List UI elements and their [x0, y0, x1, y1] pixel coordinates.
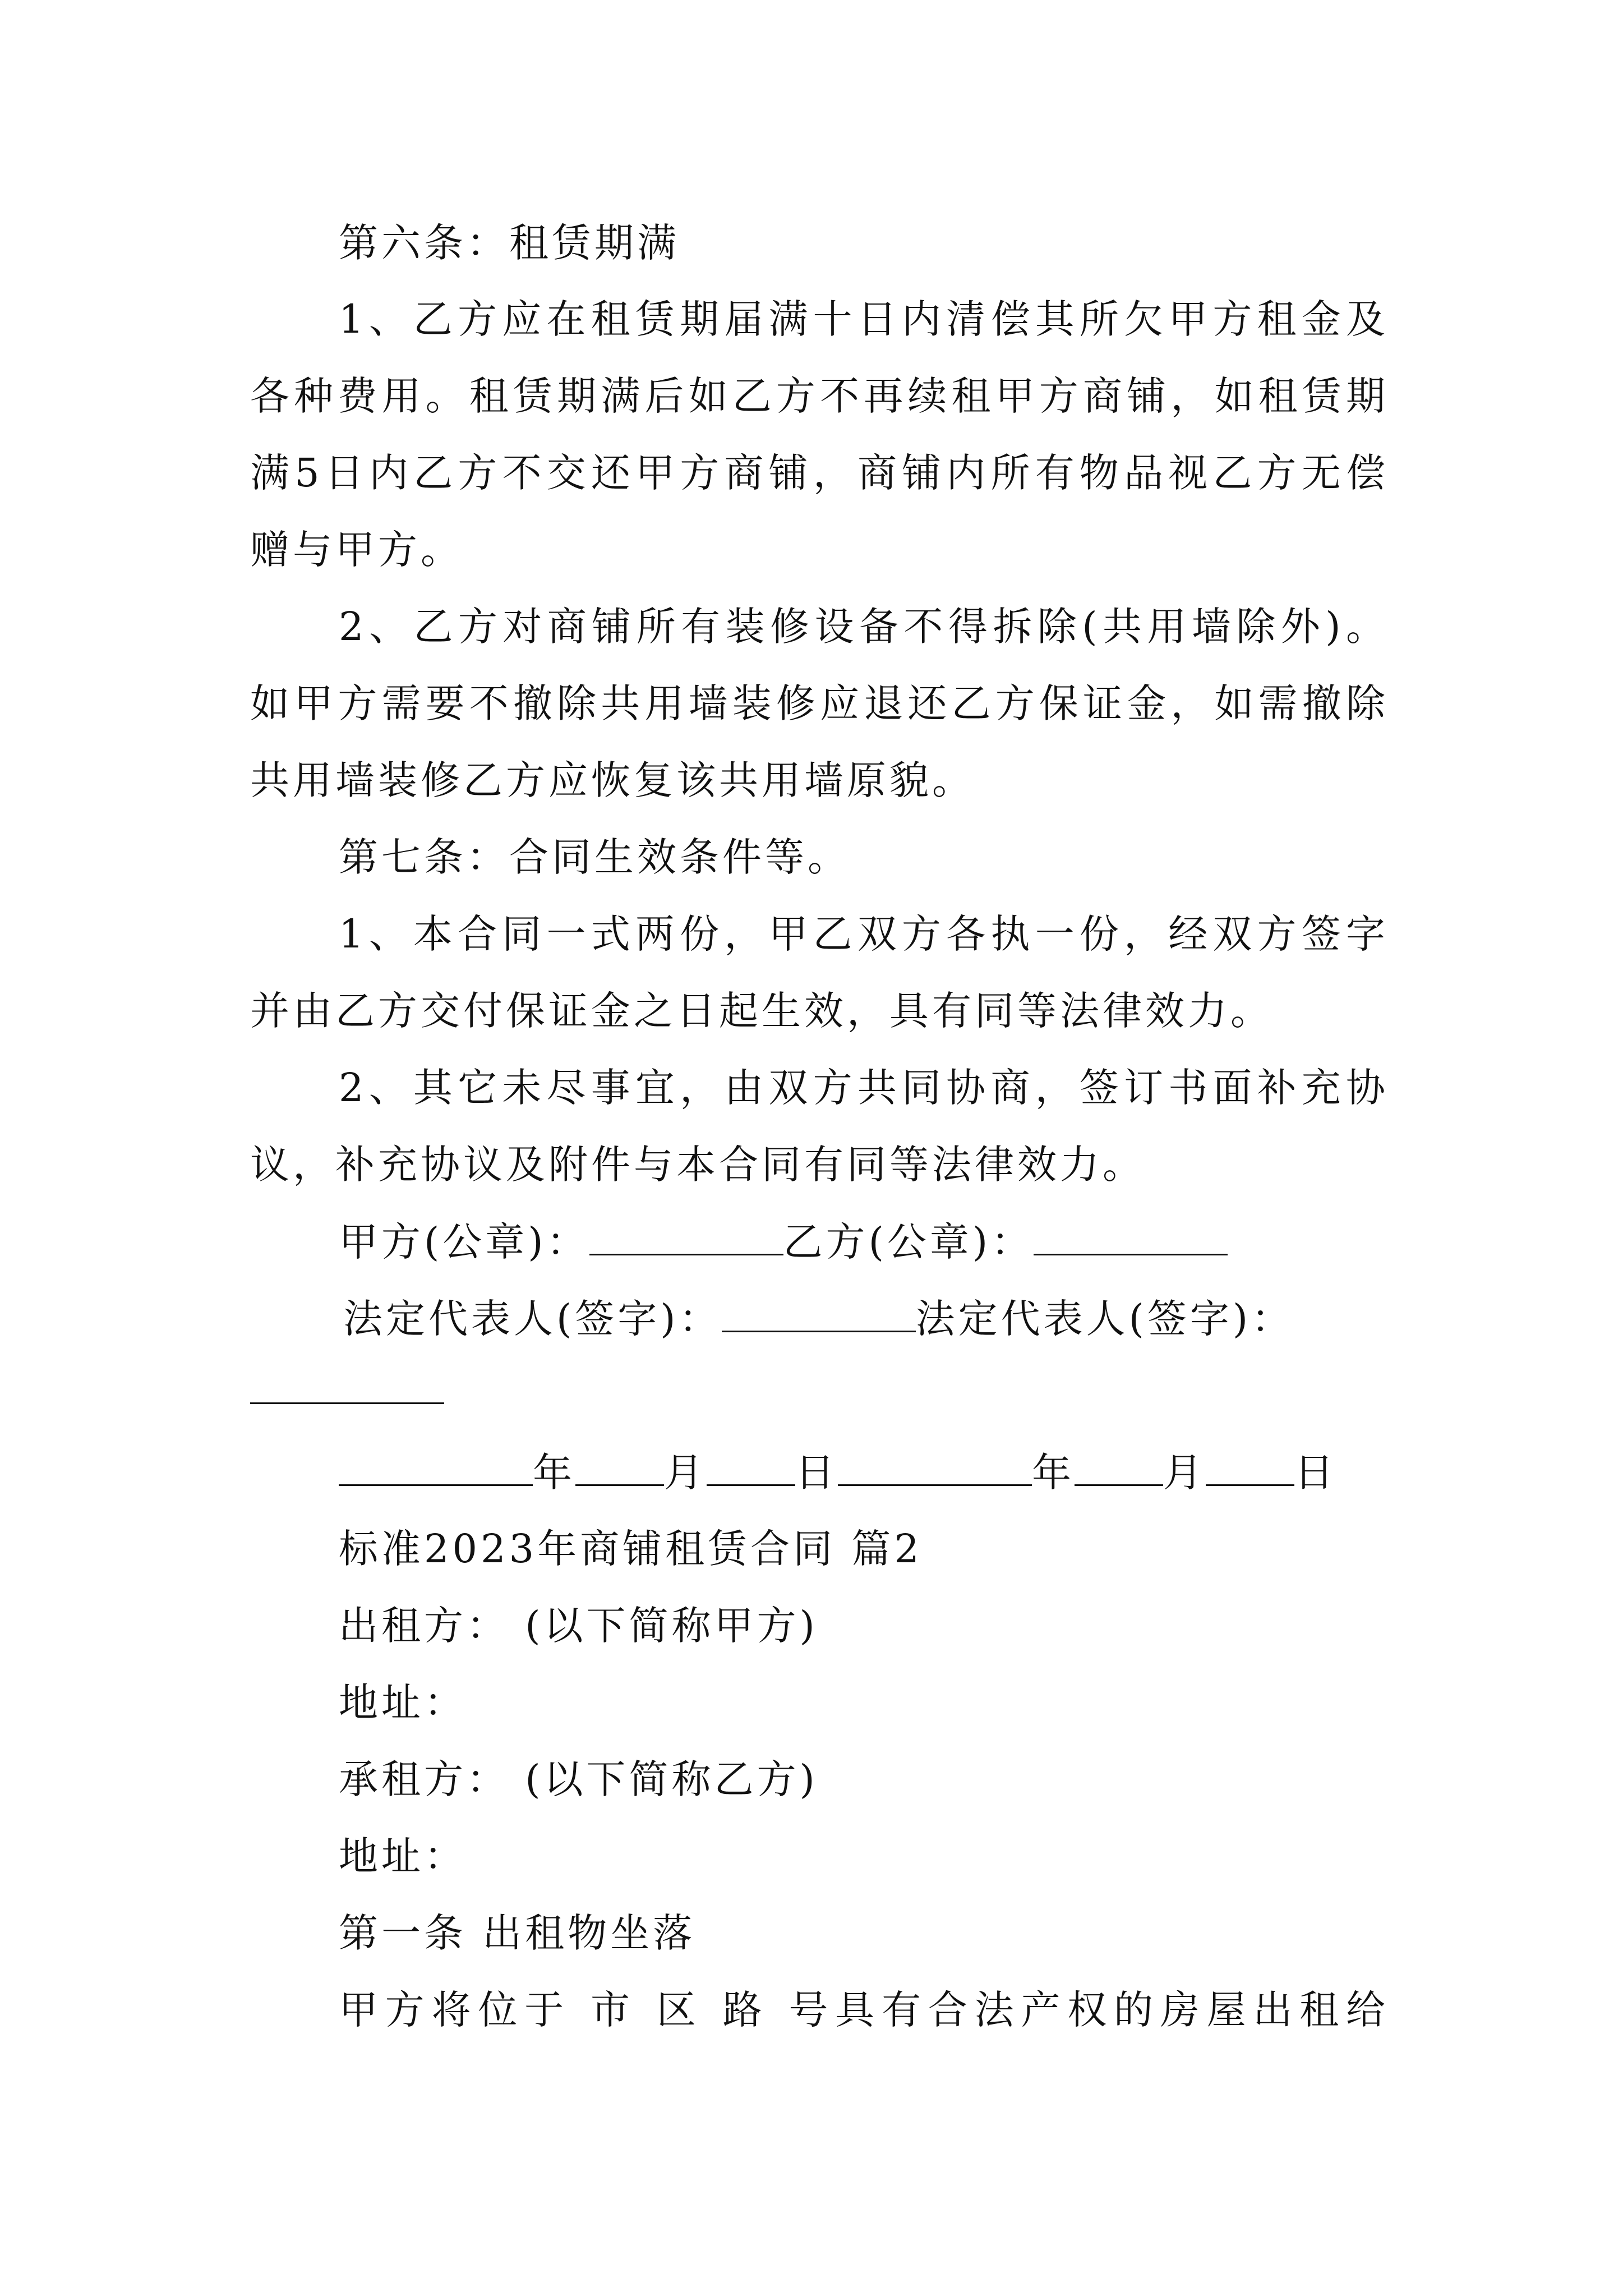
- lessor-address: 地址：: [339, 1680, 467, 1726]
- contract2-title: 标准2023年商铺租赁合同 篇2: [339, 1526, 923, 1572]
- party-b-seal-blank: [1034, 1214, 1228, 1255]
- day-b-blank: [1206, 1445, 1294, 1486]
- month-a-label: 月: [664, 1450, 707, 1496]
- date-line: [339, 1445, 1389, 1499]
- year-a-blank: [339, 1445, 533, 1486]
- lessee-line: 承租方： (以下简称乙方): [339, 1756, 818, 1802]
- article6-p2-line1: 2、乙方对商铺所有装修设备不得拆除(共用墙除外)。: [339, 604, 1389, 650]
- month-b-blank: [1075, 1445, 1163, 1486]
- party-a-seal-blank: [589, 1214, 783, 1255]
- day-a-label: 日: [795, 1450, 838, 1496]
- month-b-label: 月: [1163, 1450, 1206, 1496]
- lessor-line: 出租方： (以下简称甲方): [339, 1603, 818, 1649]
- party-b-seal-label: 乙方(公章)：: [783, 1219, 1034, 1265]
- article6-heading: 第六条：租赁期满: [339, 220, 680, 266]
- article7-heading: 第七条：合同生效条件等。: [339, 834, 850, 880]
- year-a-label: 年: [533, 1450, 575, 1496]
- rep-a-label: 法定代表人(签字)：: [343, 1296, 722, 1342]
- article6-p1-line1: 1、乙方应在租赁期届满十日内清偿其所欠甲方租金及: [339, 296, 1389, 342]
- lessee-address: 地址：: [339, 1833, 467, 1879]
- article6-p1-line3: 满5日内乙方不交还甲方商铺，商铺内所有物品视乙方无偿: [250, 450, 1389, 496]
- day-b-label: 日: [1294, 1450, 1337, 1496]
- article7-p1-line1: 1、本合同一式两份，甲乙双方各执一份，经双方签字: [339, 911, 1389, 957]
- rep-a-blank: [722, 1291, 916, 1332]
- day-a-blank: [707, 1445, 795, 1486]
- representative-line: [343, 1291, 1393, 1345]
- rep-b-label: 法定代表人(签字)：: [915, 1296, 1294, 1342]
- article6-p1-line2: 各种费用。租赁期满后如乙方不再续租甲方商铺，如租赁期: [250, 373, 1389, 419]
- rep-b-blank: [250, 1402, 444, 1404]
- article7-p2-line1: 2、其它未尽事宜，由双方共同协商，签订书面补充协: [339, 1065, 1389, 1111]
- month-a-blank: [575, 1445, 664, 1486]
- party-a-seal-label: 甲方(公章)：: [339, 1219, 589, 1265]
- article1-heading: 第一条 出租物坐落: [339, 1910, 696, 1956]
- year-b-label: 年: [1032, 1450, 1075, 1496]
- article7-p2-line2: 议，补充协议及附件与本合同有同等法律效力。: [250, 1142, 1145, 1188]
- article6-p2-line3: 共用墙装修乙方应恢复该共用墙原貌。: [250, 757, 975, 803]
- seal-line: [339, 1214, 1389, 1268]
- year-b-blank: [838, 1445, 1032, 1486]
- article6-p1-line4: 赠与甲方。: [250, 527, 463, 573]
- article6-p2-line2: 如甲方需要不撤除共用墙装修应退还乙方保证金，如需撤除: [250, 680, 1389, 726]
- article1-text: 甲方将位于 市 区 路 号具有合法产权的房屋出租给: [339, 1987, 1389, 2033]
- article7-p1-line2: 并由乙方交付保证金之日起生效，具有同等法律效力。: [250, 988, 1273, 1034]
